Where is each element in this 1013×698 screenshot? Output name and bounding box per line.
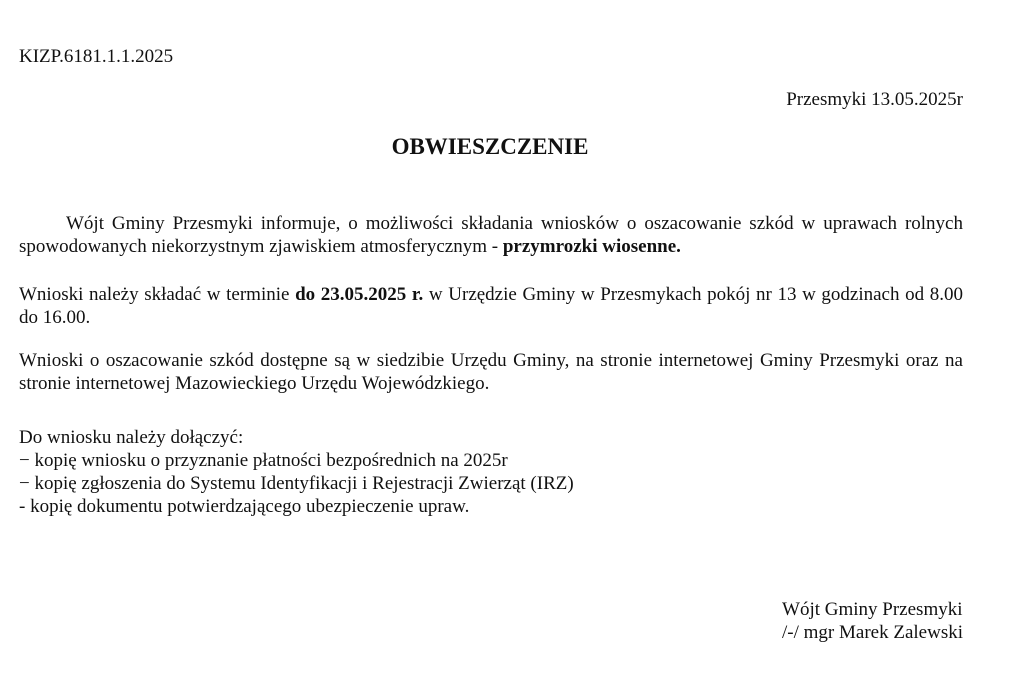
list-item: - kopię dokumentu potwierdzającego ubezpieczenie upraw. xyxy=(19,496,470,517)
attachments-intro: Do wniosku należy dołączyć: xyxy=(19,427,244,448)
signature-title: Wójt Gminy Przesmyki xyxy=(782,599,963,620)
paragraph-deadline-date: do 23.05.2025 r. xyxy=(295,284,424,305)
attachments-list xyxy=(19,426,963,518)
paragraph-announcement-text: Wójt Gminy Przesmyki informuje, o możliwości składania wniosków o oszacowanie szkód w uprawach rolnych spowodowanych niekorzystnym zjawiskiem atmosferycznym - xyxy=(19,213,963,257)
paragraph-availability: Wnioski o oszacowanie szkód dostępne są w siedzibie Urzędu Gminy, na stronie internetowej Gminy Przesmyki oraz na stronie internetowej Mazowieckiego Urzędu Wojewódzkiego. xyxy=(19,350,963,394)
signature-block xyxy=(782,598,963,644)
paragraph-deadline-before: Wnioski należy składać w terminie xyxy=(19,284,296,305)
list-item: − kopię zgłoszenia do Systemu Identyfikacji i Rejestracji Zwierząt (IRZ) xyxy=(19,473,574,494)
signature-name: /-/ mgr Marek Zalewski xyxy=(782,622,963,643)
document-title: OBWIESZCZENIE xyxy=(391,134,589,159)
place-and-date: Przesmyki 13.05.2025r xyxy=(786,89,963,110)
reference-number: KIZP.6181.1.1.2025 xyxy=(19,46,174,67)
paragraph-deadline-after: w Urzędzie Gminy w Przesmykach pokój nr 13 w godzinach od 8.00 do 16.00. xyxy=(19,284,963,328)
paragraph-announcement-bold: przymrozki wiosenne. xyxy=(502,236,681,257)
list-item: − kopię wniosku o przyznanie płatności bezpośrednich na 2025r xyxy=(19,450,508,471)
paragraph-announcement xyxy=(19,212,963,258)
paragraph-deadline xyxy=(19,283,963,329)
